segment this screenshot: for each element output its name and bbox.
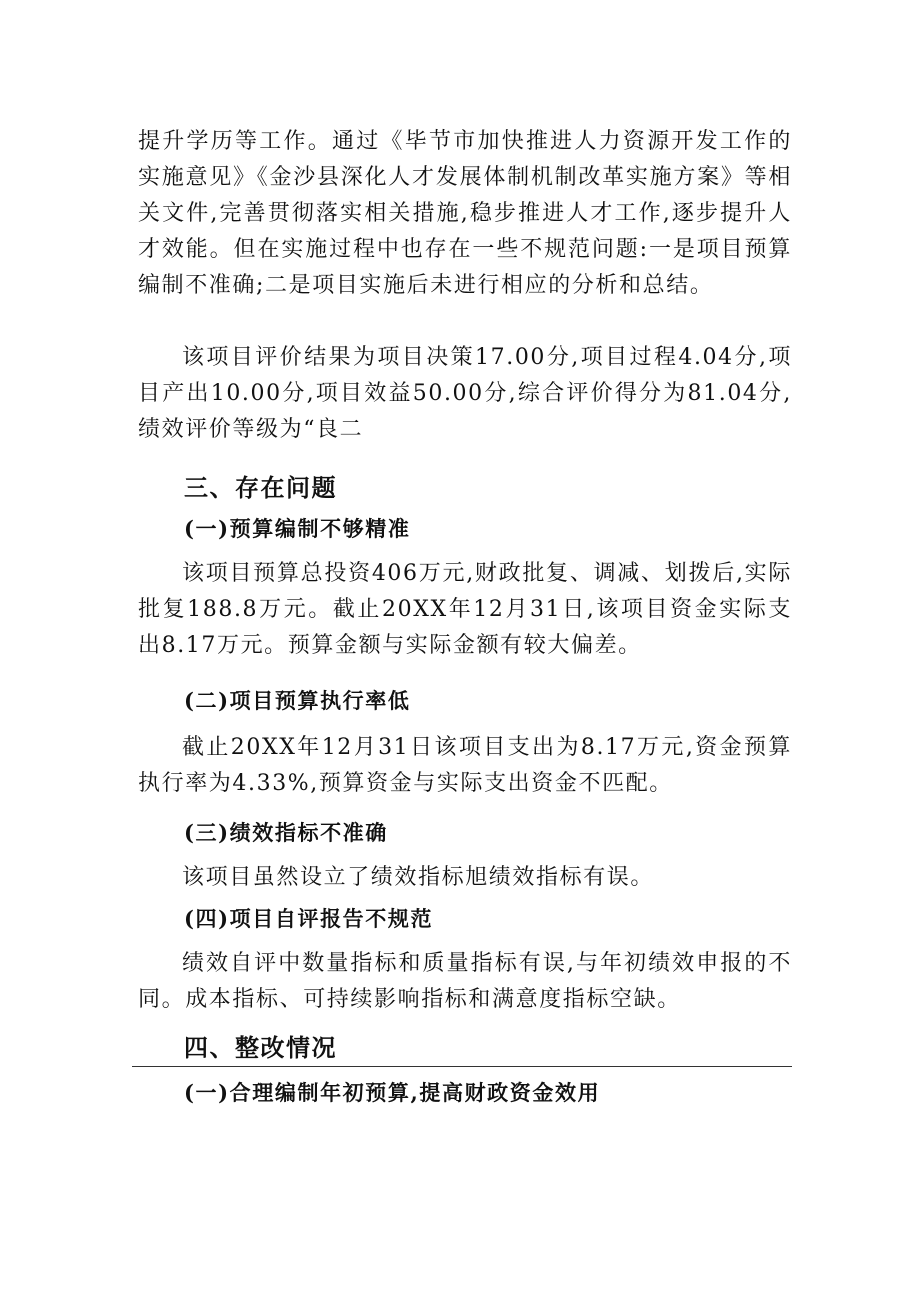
- section-heading-rectification: 四、整改情况: [184, 1034, 337, 1062]
- paragraph-budget-detail: 该项目预算总投资406万元,财政批复、调减、划拨后,实际批复188.8万元。截止20XX年12月31日,该项目资金实际支出8.17万元。预算金额与实际金额有较大偏差。: [138, 561, 792, 658]
- subheading-budget-not-precise: (一)预算编制不够精准: [184, 516, 411, 541]
- subheading-low-execution-rate: (二)项目预算执行率低: [184, 688, 411, 713]
- paragraph-indicators-detail: 该项目虽然设立了绩效指标旭绩效指标有误。: [182, 865, 655, 890]
- paragraph-evaluation-result: 该项目评价结果为项目决策17.00分,项目过程4.04分,项目产出10.00分,项目效益50.00分,综合评价得分为81.04分,绩效评价等级为“良二: [138, 345, 792, 442]
- subheading-indicators-inaccurate: (三)绩效指标不准确: [184, 820, 388, 845]
- section-heading-existing-problems: 三、存在问题: [184, 474, 337, 502]
- paragraph-execution-detail: 截止20XX年12月31日该项目支出为8.17万元,资金预算执行率为4.33%,预算资金与实际支出资金不匹配。: [138, 735, 792, 796]
- horizontal-divider: [132, 1066, 792, 1067]
- paragraph-talent-work: 提升学历等工作。通过《毕节市加快推进人力资源开发工作的实施意见》《金沙县深化人才发展体制机制改革实施方案》等相关文件,完善贯彻落实相关措施,稳步推进人才工作,逐步提升人才效能。但在实施过程中也存在一些不规范问题:一是项目预算编制不准确;二是项目实施后未进行相应的分析和总结。: [138, 129, 792, 298]
- subheading-self-evaluation-report: (四)项目自评报告不规范: [184, 906, 434, 931]
- paragraph-self-evaluation-detail: 绩效自评中数量指标和质量指标有误,与年初绩效申报的不同。成本指标、可持续影响指标和满意度指标空缺。: [138, 951, 792, 1012]
- subheading-reasonable-budgeting: (一)合理编制年初预算,提高财政资金效用: [184, 1080, 601, 1105]
